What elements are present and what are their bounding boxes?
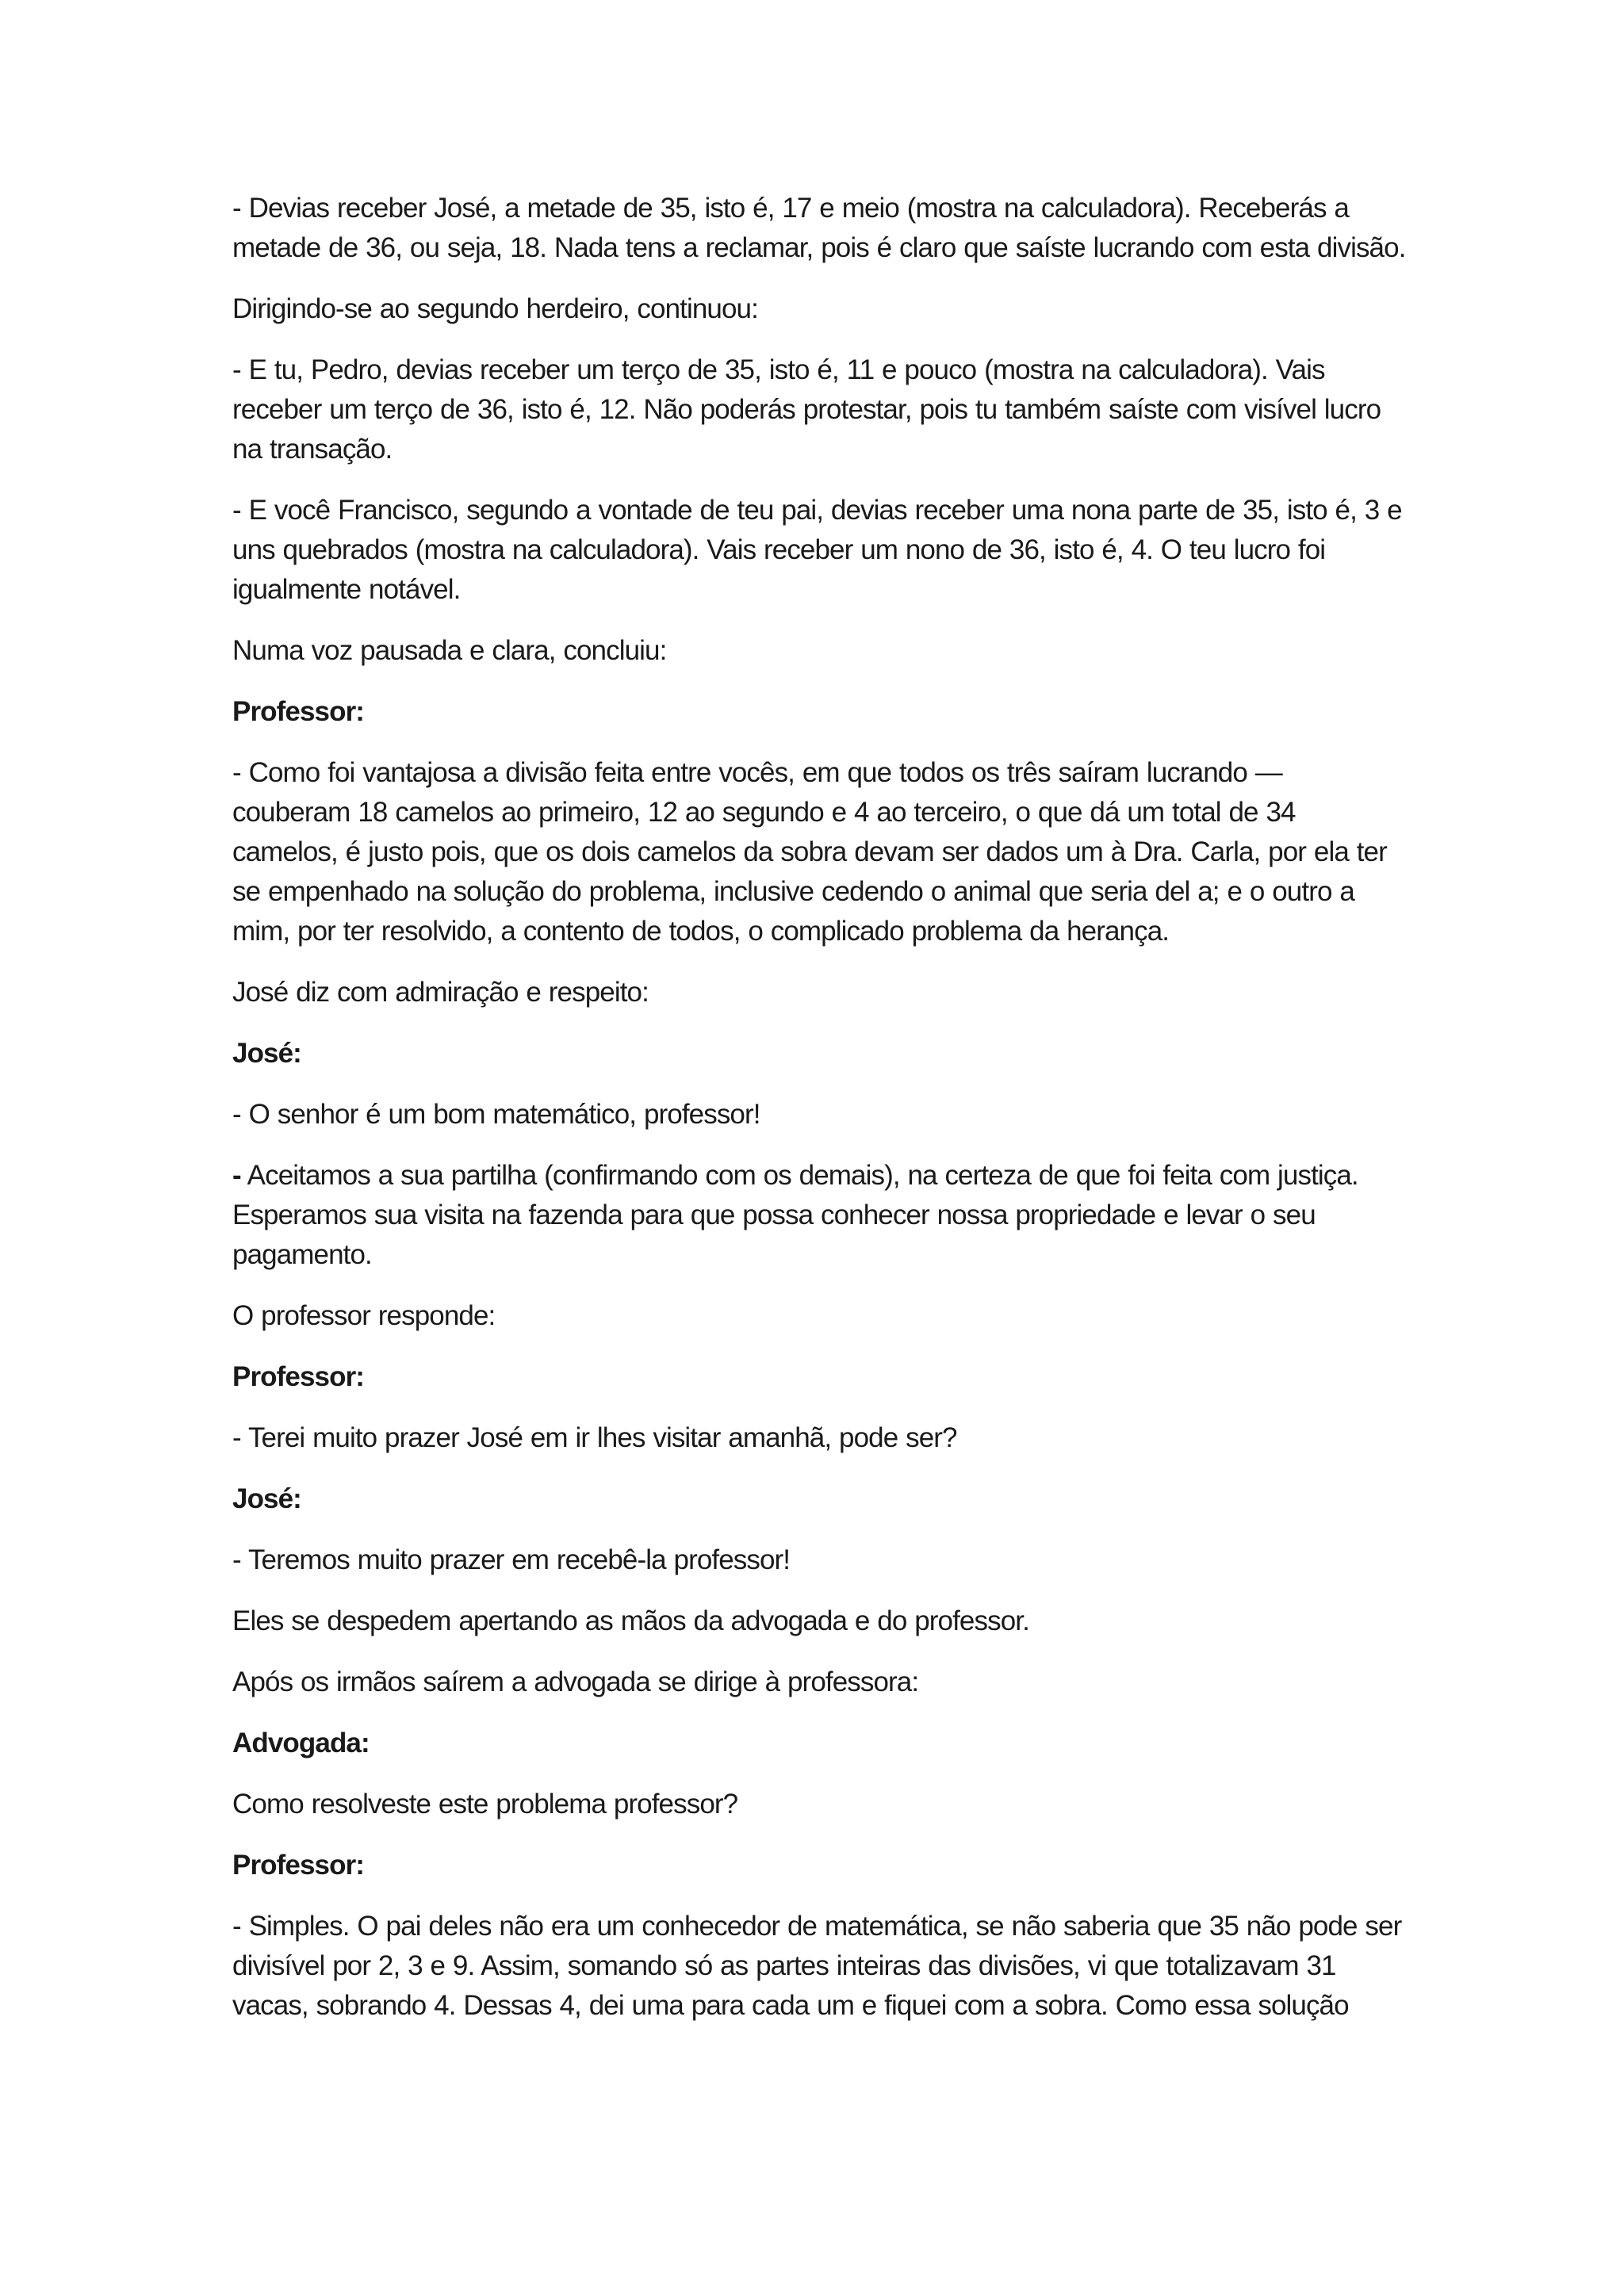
- dialogue-paragraph: - E você Francisco, segundo a vontade de teu pai, devias receber uma nona parte de 35, isto é, 3 e uns quebrados (mostra na calculadora). Vais receber um nono de 36, isto é, 4. O teu lucro foi igualmente notável.: [232, 495, 1402, 605]
- speaker-label: Advogada:: [232, 1728, 370, 1758]
- speaker-label: José:: [232, 1483, 301, 1514]
- dialogue-paragraph: - E tu, Pedro, devias receber um terço de 35, isto é, 11 e pouco (mostra na calculadora). Vais receber um terço de 36, isto é, 12. Não poderás protestar, pois tu também saíste com visível lucro na transação.: [232, 354, 1381, 465]
- dialogue-paragraph: Como resolveste este problema professor?: [232, 1789, 738, 1820]
- speaker-label: Professor:: [232, 1850, 365, 1881]
- narration-paragraph: Numa voz pausada e clara, concluiu:: [232, 635, 667, 666]
- dialogue-paragraph: - Como foi vantajosa a divisão feita entre vocês, em que todos os três saíram lucrando — couberam 18 camelos ao primeiro, 12 ao segundo e 4 ao terceiro, o que dá um total de 34 camelos, é justo pois, que os dois camelos da sobra devam ser dados um à Dra. Carla, por ela ter se empenhado na solução do problema, inclusive cedendo o animal que seria del a; e o outro a mim, por ter resolvido, a contento de todos, o complicado problema da herança.: [232, 757, 1387, 947]
- dialogue-text: Aceitamos a sua partilha (confirmando com os demais), na certeza de que foi feita com justiça. Esperamos sua visita na fazenda para que possa conhecer nossa propriedade e levar o seu pagamento.: [232, 1160, 1358, 1270]
- dialogue-paragraph: - Devias receber José, a metade de 35, isto é, 17 e meio (mostra na calculadora). Receberás a metade de 36, ou seja, 18. Nada tens a reclamar, pois é claro que saíste lucrando com esta divisão.: [232, 193, 1406, 263]
- dialogue-paragraph: [232, 1156, 1406, 1275]
- dialogue-paragraph: - Teremos muito prazer em recebê-la professor!: [232, 1544, 791, 1575]
- document-page: [232, 189, 1406, 2047]
- narration-paragraph: Eles se despedem apertando as mãos da advogada e do professor.: [232, 1605, 1029, 1636]
- narration-paragraph: José diz com admiração e respeito:: [232, 977, 649, 1008]
- dialogue-paragraph: - Simples. O pai deles não era um conhecedor de matemática, se não saberia que 35 não pode ser divisível por 2, 3 e 9. Assim, somando só as partes inteiras das divisões, vi que totalizavam 31 vacas, sobrando 4. Dessas 4, dei uma para cada um e fiquei com a sobra. Como essa solução: [232, 1911, 1402, 2021]
- narration-paragraph: Dirigindo-se ao segundo herdeiro, continuou:: [232, 293, 758, 324]
- dialogue-paragraph: - O senhor é um bom matemático, professor!: [232, 1099, 760, 1130]
- dialogue-dash: -: [232, 1160, 241, 1191]
- narration-paragraph: O professor responde:: [232, 1300, 496, 1331]
- speaker-label: Professor:: [232, 696, 365, 727]
- speaker-label: José:: [232, 1038, 301, 1069]
- dialogue-paragraph: - Terei muito prazer José em ir lhes visitar amanhã, pode ser?: [232, 1422, 957, 1453]
- narration-paragraph: Após os irmãos saírem a advogada se dirige à professora:: [232, 1667, 919, 1697]
- speaker-label: Professor:: [232, 1361, 365, 1392]
